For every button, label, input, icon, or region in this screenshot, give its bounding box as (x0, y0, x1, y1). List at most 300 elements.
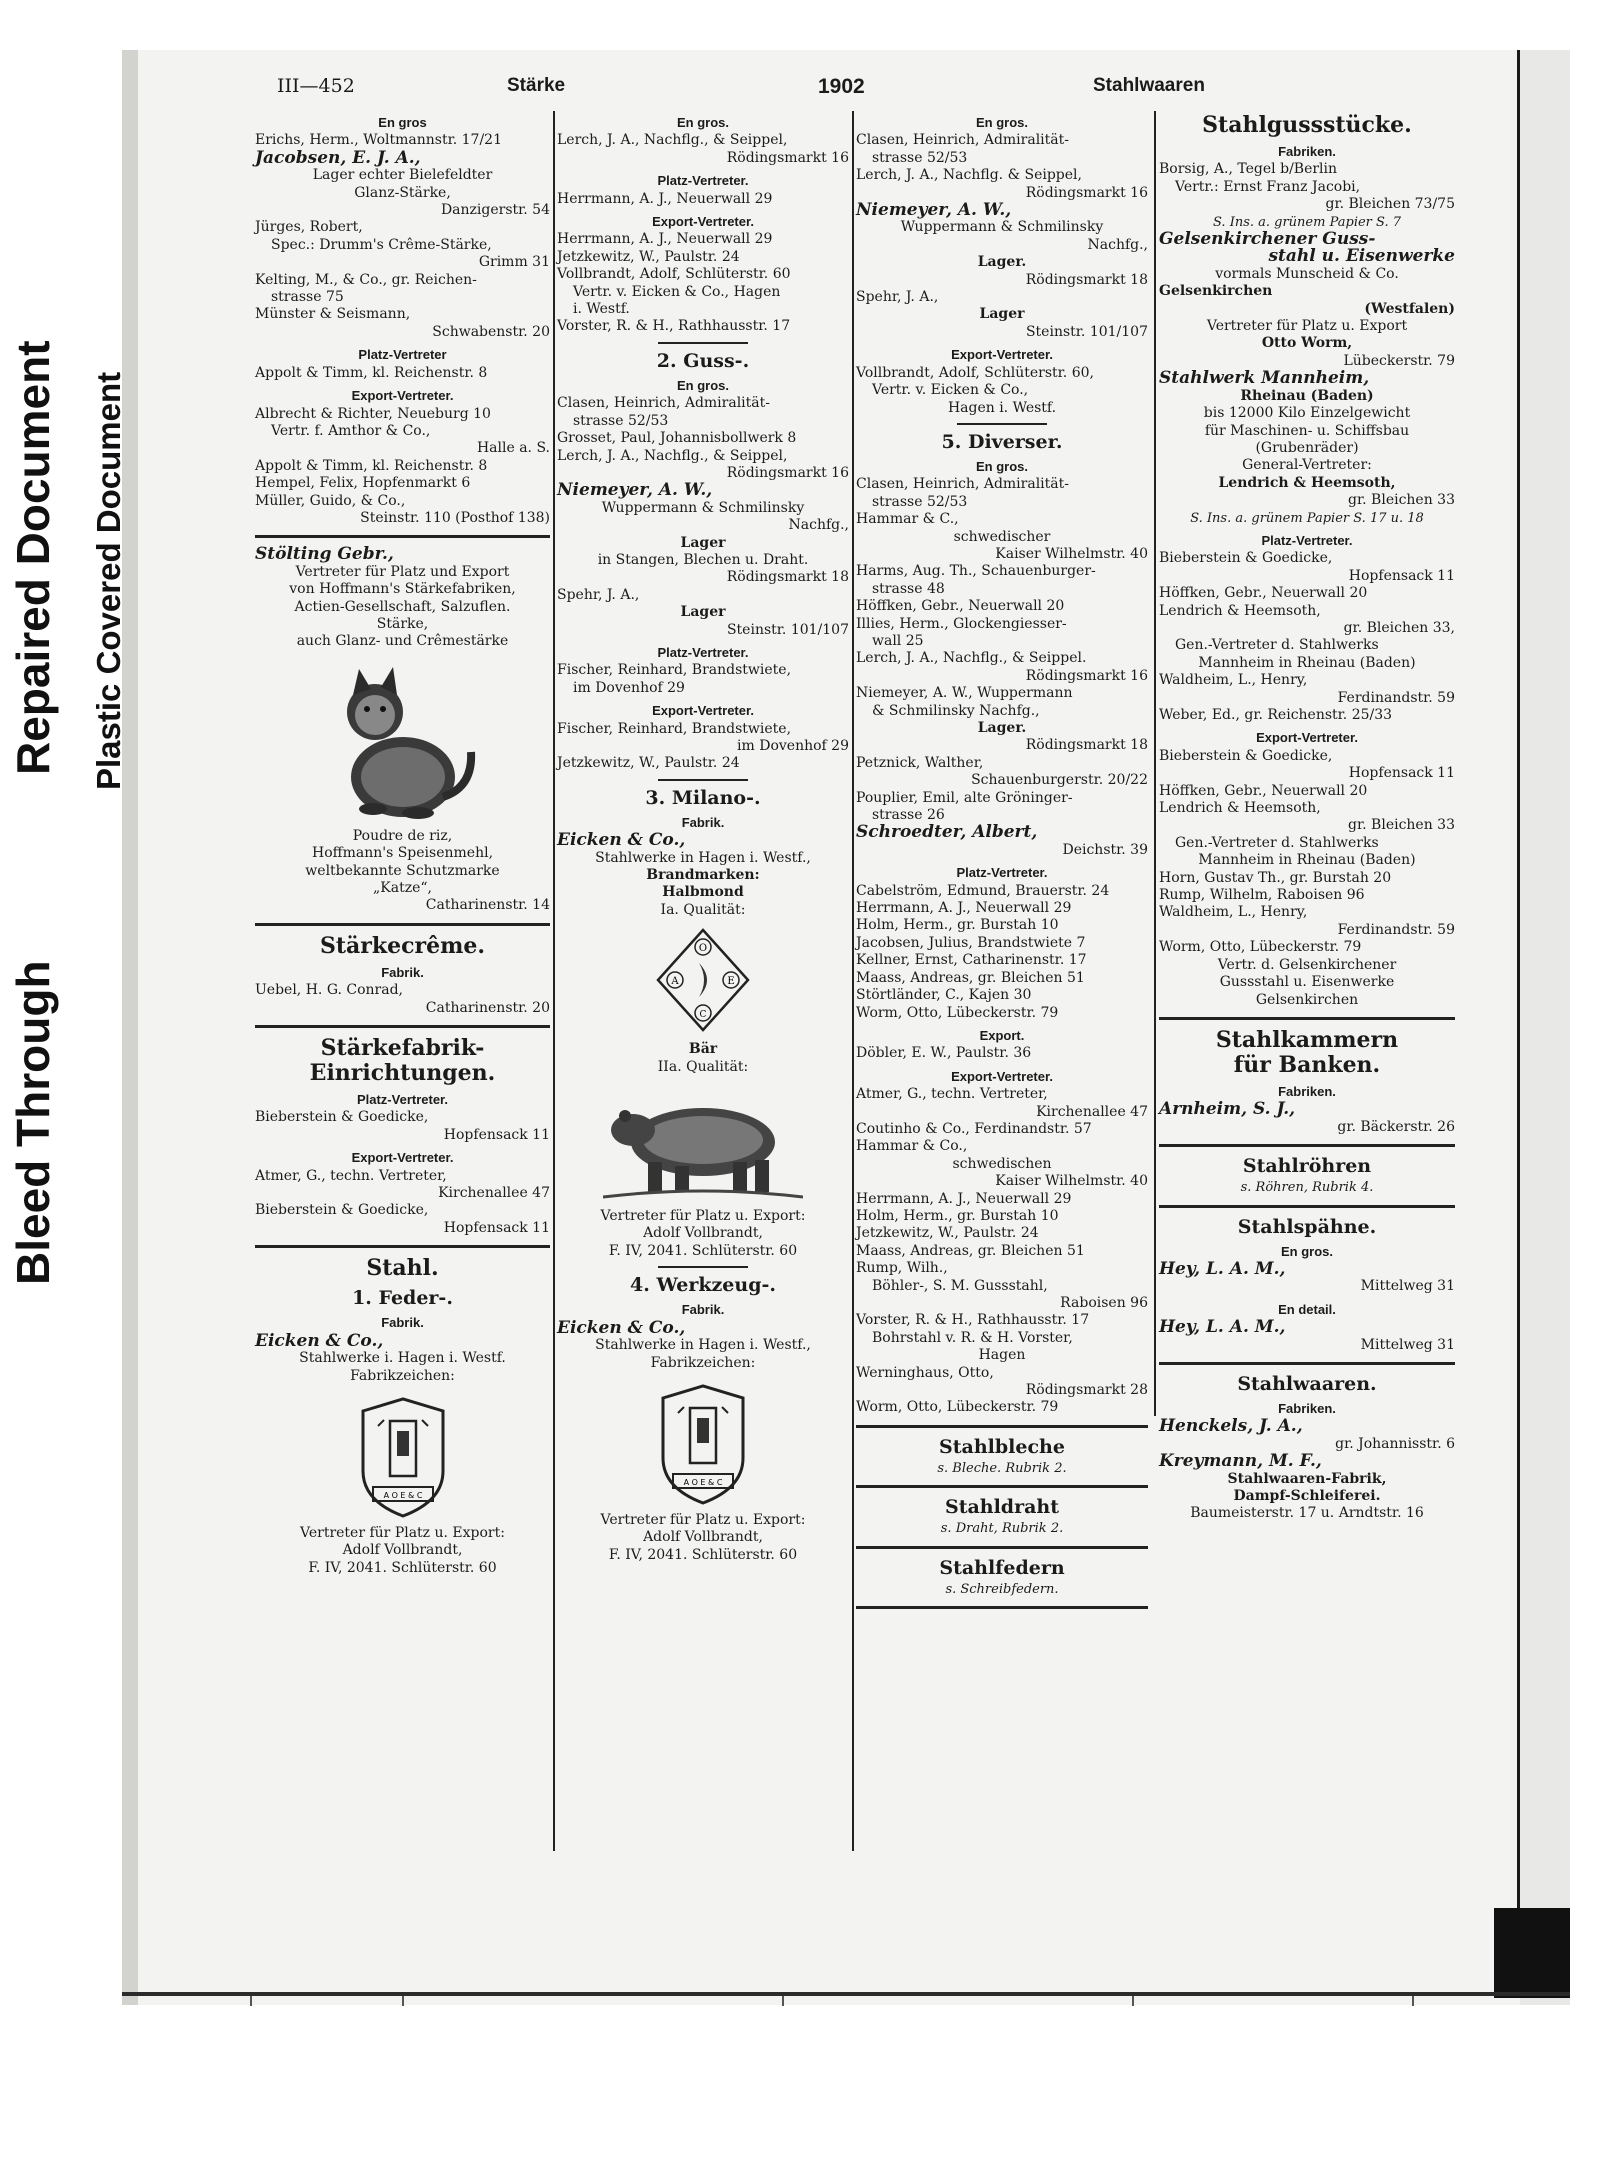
section-rule (255, 1025, 550, 1028)
section-subheading: Fabriken. (1278, 1400, 1336, 1416)
cross-reference: S. Ins. a. grünem Papier S. 7 (1212, 214, 1401, 230)
listing-line: Spec.: Drumm's Crême-Stärke, (271, 236, 492, 253)
listing-line: Lager. (977, 254, 1027, 271)
section-rule (1159, 1205, 1455, 1208)
listing-line: Hempel, Felix, Hopfenmarkt 6 (255, 475, 471, 492)
listing-line: Bieberstein & Goedicke, (255, 1202, 429, 1219)
listing-line: Waldheim, L., Henry, (1159, 672, 1308, 689)
listing-line: Hammar & Co., (856, 1138, 968, 1155)
listing-line: gr. Bleichen 33 (1348, 817, 1455, 834)
listing-line: Vertreter für Platz und Export (295, 563, 510, 580)
listing-line: Bär (688, 1041, 718, 1058)
listing-line: Stärke, (376, 615, 429, 632)
listing-line: Herrmann, A. J., Neuerwall 29 (557, 231, 773, 248)
listing-line: Bohrstahl v. R. & H. Vorster, (872, 1329, 1073, 1346)
listing-line: Mannheim in Rheinau (Baden) (1198, 852, 1416, 869)
header-left-keyword: Stärke (507, 75, 566, 96)
listing-line: Rump, Wilh., (856, 1260, 948, 1277)
listing-line: strasse 52/53 (573, 412, 669, 429)
listing-line: Glanz-Stärke, (354, 184, 451, 201)
company-name: Niemeyer, A. W., (856, 200, 1012, 221)
bear-trademark-image (603, 1082, 803, 1202)
section-rule (1159, 1017, 1455, 1020)
listing-line: Poudre de riz, (352, 827, 453, 844)
category-heading: Stahldraht (944, 1496, 1060, 1519)
listing-line: Actien-Gesellschaft, Salzuflen. (294, 598, 511, 615)
listing-line: Niemeyer, A. W., Wuppermann (856, 685, 1073, 702)
label-repaired-document: Repaired Document (7, 340, 59, 775)
company-name: Jacobsen, E. J. A., (255, 147, 421, 168)
listing-line: Pouplier, Emil, alte Gröninger- (856, 789, 1073, 806)
section-subheading: Export-Vertreter. (951, 1068, 1053, 1084)
category-heading: 2. Guss-. (656, 349, 750, 372)
section-rule (255, 923, 550, 926)
listing-line: Kaiser Wilhelmstr. 40 (995, 1173, 1148, 1190)
listing-line: Vertreter für Platz u. Export: (600, 1511, 806, 1528)
listing-line: Albrecht & Richter, Neueburg 10 (255, 405, 491, 422)
company-name: Hey, L. A. M., (1159, 1258, 1286, 1279)
company-name: Arnheim, S. J., (1159, 1099, 1296, 1120)
listing-line: im Dovenhof 29 (737, 738, 849, 754)
listing-line: Bieberstein & Goedicke, (255, 1109, 429, 1126)
listing-line: Erichs, Herm., Woltmannstr. 17/21 (255, 132, 502, 149)
listing-line: Rheinau (Baden) (1240, 387, 1374, 404)
listing-line: Steinstr. 101/107 (726, 621, 849, 638)
category-heading: Stahlfedern (939, 1556, 1065, 1579)
short-rule (658, 342, 748, 344)
header-right-keyword: Stahlwaaren (1093, 75, 1205, 96)
listing-line: Uebel, H. G. Conrad, (255, 982, 404, 999)
listing-line: Ferdinandstr. 59 (1337, 921, 1455, 938)
listing-line: Spehr, J. A., (856, 289, 939, 306)
section-rule (255, 535, 550, 538)
listing-line: Waldheim, L., Henry, (1159, 904, 1308, 921)
listing-line: Müller, Guido, & Co., (255, 492, 406, 509)
listing-line: Maass, Andreas, gr. Bleichen 51 (856, 969, 1085, 986)
section-subheading: Export. (979, 1027, 1025, 1043)
company-name: Hey, L. A. M., (1159, 1317, 1286, 1338)
listing-line: Hoffmann's Speisenmehl, (311, 845, 494, 862)
listing-line: Böhler-, S. M. Gussstahl, (872, 1277, 1048, 1294)
listing-line: Borsig, A., Tegel b/Berlin (1159, 161, 1338, 178)
company-name: Henckels, J. A., (1159, 1416, 1303, 1437)
listing-line: Lendrich & Heemsoth, (1159, 602, 1321, 619)
listing-line: Vertreter für Platz u. Export: (300, 1524, 505, 1541)
listing-line: Deichstr. 39 (1062, 841, 1148, 858)
listing-line: Schwabenstr. 20 (432, 323, 550, 340)
category-heading: Stahlröhren (1242, 1155, 1372, 1178)
listing-line: Lager (680, 534, 726, 551)
listing-line: Hopfensack 11 (443, 1219, 550, 1236)
section-subheading: En gros. (676, 377, 729, 393)
section-subheading: Fabrik. (381, 964, 424, 980)
listing-line: Nachfg., (1087, 236, 1148, 253)
listing-line: Lübeckerstr. 79 (1343, 352, 1455, 369)
column-divider (852, 111, 854, 1851)
listing-line: Clasen, Heinrich, Admiralität- (856, 132, 1069, 149)
cat-trademark-image (323, 657, 483, 822)
column-2 (557, 109, 849, 1564)
listing-line: Lerch, J. A., Nachflg. & Seippel, (856, 167, 1082, 184)
company-name: Eicken & Co., (255, 1330, 384, 1351)
section-subheading: Platz-Vertreter. (657, 173, 749, 189)
listing-line: Steinstr. 110 (Posthof 138) (360, 509, 550, 526)
column-divider (1154, 111, 1156, 1416)
section-rule (1159, 1144, 1455, 1147)
listing-line: Steinstr. 101/107 (1025, 323, 1148, 340)
listing-line: Rödingsmarkt 16 (1025, 184, 1148, 201)
section-rule (856, 1485, 1148, 1488)
listing-line: Kellner, Ernst, Catharinenstr. 17 (856, 952, 1087, 969)
listing-line: Cabelström, Edmund, Brauerstr. 24 (856, 882, 1110, 899)
listing-line: Adolf Vollbrandt, (643, 1529, 763, 1546)
listing-line: (Grubenräder) (1255, 439, 1359, 456)
running-header (255, 75, 1460, 109)
listing-line: Lager echter Bielefeldter (312, 167, 493, 184)
listing-line: Wuppermann & Schmilinsky (900, 219, 1104, 236)
listing-line: Hopfensack 11 (1348, 765, 1455, 782)
listing-line: Nachfg., (788, 517, 849, 534)
column-1 (255, 109, 550, 1577)
listing-line: Jetzkewitz, W., Paulstr. 24 (856, 1225, 1039, 1242)
listing-line: Gen.-Vertreter d. Stahlwerks (1175, 834, 1379, 851)
listing-line: Jürges, Robert, (255, 219, 363, 236)
listing-line: Vollbrandt, Adolf, Schlüterstr. 60, (856, 364, 1094, 381)
listing-line: Vertr. f. Amthor & Co., (271, 422, 431, 439)
column-divider (553, 111, 555, 1851)
listing-line: Appolt & Timm, kl. Reichenstr. 8 (255, 364, 488, 381)
section-rule (856, 1546, 1148, 1549)
listing-line: Jetzkewitz, W., Paulstr. 24 (557, 755, 740, 772)
listing-line: Clasen, Heinrich, Admiralität- (856, 476, 1069, 493)
listing-line: „Katze“, (373, 880, 432, 896)
section-rule (856, 1425, 1148, 1428)
listing-line: Schauenburgerstr. 20/22 (971, 772, 1148, 789)
listing-line: Stahlwerke in Hagen i. Westf., (595, 1337, 811, 1354)
listing-line: Rödingsmarkt 16 (726, 149, 849, 166)
listing-line: Jetzkewitz, W., Paulstr. 24 (557, 248, 740, 265)
listing-line: strasse 75 (271, 289, 344, 306)
listing-line: Coutinho & Co., Ferdinandstr. 57 (856, 1120, 1092, 1137)
listing-line: Hammar & C., (856, 511, 959, 528)
category-heading: 3. Milano-. (645, 786, 761, 809)
listing-line: Lager (979, 306, 1025, 323)
section-subheading: En gros. (676, 115, 729, 130)
page-number: III—452 (277, 75, 355, 97)
cross-reference: s. Röhren, Rubrik 4. (1240, 1180, 1374, 1196)
section-subheading: Platz-Vertreter. (356, 1092, 449, 1108)
listing-line: strasse 26 (872, 807, 945, 824)
listing-line: Rödingsmarkt 28 (1025, 1382, 1148, 1399)
listing-line: Illies, Herm., Glockengiesser- (856, 615, 1067, 632)
listing-line: Höffken, Gebr., Neuerwall 20 (1159, 782, 1368, 799)
category-heading: 5. Diverser. (941, 430, 1063, 453)
listing-line: Werninghaus, Otto, (856, 1364, 994, 1381)
section-rule (856, 1606, 1148, 1609)
cross-reference: s. Schreibfedern. (945, 1581, 1059, 1597)
section-subheading: Export-Vertreter. (351, 1150, 454, 1166)
category-heading: Stahlbleche (939, 1435, 1065, 1458)
company-name: Eicken & Co., (557, 830, 686, 851)
listing-line: Harms, Aug. Th., Schauenburger- (856, 563, 1096, 580)
listing-line: Bieberstein & Goedicke, (1159, 747, 1333, 764)
listing-line: Adolf Vollbrandt, (342, 1542, 463, 1559)
listing-line: Mittelweg 31 (1360, 1336, 1455, 1353)
listing-line: Catharinenstr. 20 (425, 999, 550, 1016)
listing-line: für Maschinen- u. Schiffsbau (1204, 422, 1410, 439)
category-heading: 1. Feder-. (352, 1287, 453, 1310)
listing-line: (Westfalen) (1364, 300, 1455, 317)
page-edge-strip (1520, 50, 1570, 2005)
listing-line: Atmer, G., techn. Vertreter, (255, 1167, 447, 1184)
scan-ruler-ticks (122, 1996, 1522, 2010)
listing-line: strasse 48 (872, 580, 945, 597)
listing-line: Hagen (978, 1347, 1026, 1364)
listing-line: Herrmann, A. J., Neuerwall 29 (557, 190, 773, 207)
listing-line: Horn, Gustav Th., gr. Burstah 20 (1159, 869, 1392, 886)
listing-line: weltbekannte Schutzmarke (305, 862, 500, 879)
listing-line: gr. Bleichen 33, (1343, 619, 1455, 636)
short-rule (957, 423, 1047, 425)
listing-line: Mittelweg 31 (1360, 1278, 1455, 1295)
listing-line: Ia. Qualität: (660, 901, 746, 918)
listing-line: Maass, Andreas, gr. Bleichen 51 (856, 1242, 1085, 1259)
section-subheading: Fabrik. (681, 814, 725, 830)
listing-line: Danzigerstr. 54 (440, 202, 550, 219)
listing-line: Rödingsmarkt 18 (726, 569, 849, 586)
listing-line: auch Glanz- und Crêmestärke (296, 633, 509, 650)
category-heading: 4. Werkzeug-. (630, 1274, 776, 1297)
listing-line: Vertr.: Ernst Franz Jacobi, (1175, 178, 1361, 195)
section-rule (1159, 1362, 1455, 1365)
section-subheading: Platz-Vertreter. (657, 644, 749, 660)
section-subheading: En detail. (1278, 1301, 1336, 1317)
company-name: Niemeyer, A. W., (557, 480, 713, 501)
listing-line: Grosset, Paul, Johannisbollwerk 8 (557, 430, 797, 447)
listing-line: & Schmilinsky Nachfg., (872, 702, 1040, 719)
listing-line: F. IV, 2041. Schlüterstr. 60 (608, 1242, 798, 1259)
section-subheading: En gros. (1280, 1243, 1333, 1259)
listing-line: Bieberstein & Goedicke, (1159, 550, 1333, 567)
listing-line: Weber, Ed., gr. Reichenstr. 25/33 (1159, 707, 1393, 723)
category-heading: Stahlwaaren. (1237, 1372, 1377, 1395)
listing-line: Hopfensack 11 (443, 1126, 550, 1143)
listing-line: Vertreter für Platz u. Export (1206, 318, 1408, 335)
listing-line: Vertreter für Platz u. Export: (600, 1208, 806, 1225)
listing-line: Stahlwerke in Hagen i. Westf., (595, 849, 811, 866)
listing-line: IIa. Qualität: (657, 1058, 749, 1075)
listing-line: Jacobsen, Julius, Brandstwiete 7 (856, 934, 1086, 951)
listing-line: Herrmann, A. J., Neuerwall 29 (856, 900, 1072, 917)
listing-line: Ferdinandstr. 59 (1337, 689, 1455, 706)
listing-line: Herrmann, A. J., Neuerwall 29 (856, 1190, 1072, 1207)
listing-line: Vertr. d. Gelsenkirchener (1217, 956, 1397, 973)
listing-line: Vollbrandt, Adolf, Schlüterstr. 60 (557, 266, 791, 283)
listing-line: Kirchenallee 47 (438, 1185, 550, 1202)
shield-trademark-image (648, 1378, 758, 1506)
column-4 (1159, 109, 1455, 1523)
listing-line: F. IV, 2041. Schlüterstr. 60 (308, 1559, 497, 1576)
section-subheading: En gros (378, 115, 427, 130)
listing-line: Hagen i. Westf. (947, 399, 1057, 416)
column-container (255, 109, 1460, 1859)
listing-line: Worm, Otto, Lübeckerstr. 79 (1159, 939, 1362, 956)
listing-line: Halle a. S. (476, 440, 550, 457)
listing-line: Rödingsmarkt 18 (1025, 737, 1148, 754)
listing-line: gr. Bäckerstr. 26 (1337, 1118, 1455, 1135)
section-subheading: En gros. (975, 115, 1028, 130)
listing-line: Holm, Herm., gr. Burstah 10 (856, 1207, 1059, 1224)
listing-line: Holm, Herm., gr. Burstah 10 (856, 917, 1059, 934)
listing-line: Rump, Wilhelm, Raboisen 96 (1159, 887, 1365, 904)
listing-line: bis 12000 Kilo Einzelgewicht (1203, 405, 1411, 422)
listing-line: Kirchenallee 47 (1036, 1103, 1148, 1120)
category-heading: Stahlkammern für Banken. (1215, 1026, 1399, 1078)
listing-line: Adolf Vollbrandt, (643, 1225, 763, 1242)
listing-line: Döbler, E. W., Paulstr. 36 (856, 1045, 1032, 1062)
cross-reference: s. Draht, Rubrik 2. (940, 1521, 1064, 1537)
listing-line: Störtländer, C., Kajen 30 (856, 987, 1032, 1004)
cross-reference: s. Bleche. Rubrik 2. (937, 1460, 1067, 1476)
listing-line: Worm, Otto, Lübeckerstr. 79 (856, 1004, 1059, 1021)
listing-line: Lerch, J. A., Nachflg., & Seippel, (557, 132, 788, 149)
listing-line: Mannheim in Rheinau (Baden) (1198, 654, 1416, 671)
company-name: Schroedter, Albert, (856, 822, 1038, 843)
listing-line: Wuppermann & Schmilinsky (601, 499, 805, 516)
listing-line: Rödingsmarkt 16 (1025, 667, 1148, 684)
short-rule (658, 1266, 748, 1268)
listing-line: schwedischer (953, 528, 1051, 545)
listing-line: Lerch, J. A., Nachflg., & Seippel. (856, 650, 1087, 667)
category-heading: Stahlspähne. (1237, 1215, 1377, 1238)
listing-line: Dampf-Schleiferei. (1233, 1488, 1381, 1504)
listing-line: Brandmarken: (646, 867, 760, 884)
listing-line: von Hoffmann's Stärkefabriken, (289, 581, 516, 598)
listing-line: Fischer, Reinhard, Brandstwiete, (557, 662, 792, 679)
listing-line: im Dovenhof 29 (573, 679, 685, 696)
listing-line: Raboisen 96 (1060, 1295, 1148, 1311)
listing-line: Kaiser Wilhelmstr. 40 (995, 545, 1148, 562)
listing-line: Rödingsmarkt 18 (1025, 271, 1148, 288)
category-heading: Stärkefabrik- Einrichtungen. (309, 1035, 496, 1087)
scan-artifact-block (1494, 1908, 1570, 1998)
listing-line: Höffken, Gebr., Neuerwall 20 (1159, 585, 1368, 602)
section-rule (255, 1245, 550, 1248)
company-name: Kreymann, M. F., (1159, 1451, 1322, 1472)
listing-line: Lager. (977, 720, 1027, 736)
directory-page (255, 75, 1460, 1597)
label-bleed-through: Bleed Through (7, 960, 59, 1285)
section-subheading: Export-Vertreter. (1256, 730, 1358, 746)
listing-line: Fischer, Reinhard, Brandstwiete, (557, 720, 792, 737)
section-subheading: Platz-Vertreter (358, 347, 447, 363)
section-subheading: Platz-Vertreter. (1261, 532, 1353, 548)
listing-line: gr. Bleichen 33 (1348, 492, 1455, 509)
overlay-labels (0, 280, 130, 1330)
listing-line: wall 25 (872, 632, 924, 649)
shield-trademark-image (348, 1391, 458, 1519)
section-subheading: Export-Vertreter. (951, 347, 1053, 363)
listing-line: gr. Bleichen 73/75 (1325, 196, 1455, 213)
listing-line: strasse 52/53 (872, 493, 968, 510)
listing-line: in Stangen, Blechen u. Draht. (597, 551, 809, 568)
listing-line: Lager (680, 604, 726, 621)
listing-line: gr. Johannisstr. 6 (1335, 1435, 1455, 1452)
listing-line: Lendrich & Heemsoth, (1159, 800, 1321, 817)
cross-reference: S. Ins. a. grünem Papier S. 17 u. 18 (1190, 510, 1424, 526)
header-year: 1902 (818, 75, 865, 98)
listing-line: vormals Munscheid & Co. (1215, 265, 1399, 282)
listing-line: Petznick, Walther, (856, 754, 984, 771)
listing-line: Münster & Seismann, (255, 306, 411, 323)
listing-line: strasse 52/53 (872, 149, 968, 166)
listing-line: Rödingsmarkt 16 (726, 464, 849, 481)
listing-line: Appolt & Timm, kl. Reichenstr. 8 (255, 457, 488, 474)
listing-line: Gelsenkirchen (1255, 991, 1359, 1008)
column-3 (856, 109, 1148, 1617)
diamond-trademark-image (653, 925, 753, 1035)
listing-line: Stahlwaaren-Fabrik, (1227, 1470, 1387, 1487)
company-name: Eicken & Co., (557, 1317, 686, 1338)
label-plastic-covered: Plastic Covered Document (90, 371, 127, 790)
listing-line: Vertr. v. Eicken & Co., Hagen (573, 283, 781, 300)
listing-line: Gen.-Vertreter d. Stahlwerks (1175, 637, 1379, 654)
listing-line: Baumeisterstr. 17 u. Arndtstr. 16 (1190, 1505, 1424, 1522)
listing-line: Clasen, Heinrich, Admiralität- (557, 395, 770, 412)
listing-line: Vertr. v. Eicken & Co., (872, 382, 1029, 399)
listing-line: Spehr, J. A., (557, 586, 640, 603)
listing-line: Vorster, R. & H., Rathhausstr. 17 (856, 1312, 1090, 1329)
listing-line: Worm, Otto, Lübeckerstr. 79 (856, 1399, 1059, 1416)
page-edge-line (1517, 50, 1520, 1995)
listing-line: Vorster, R. & H., Rathhausstr. 17 (557, 318, 791, 335)
listing-line: General-Vertreter: (1242, 457, 1372, 474)
listing-line: Lendrich & Heemsoth, (1218, 474, 1396, 491)
category-heading: Stahlgussstücke. (1202, 112, 1412, 138)
company-name: Gelsenkirchener Guss- (1159, 229, 1376, 250)
category-heading: Stahl. (366, 1255, 439, 1282)
section-subheading: Export-Vertreter. (652, 214, 754, 230)
section-subheading: Fabrik. (381, 1315, 424, 1331)
section-subheading: Fabrik. (681, 1302, 725, 1318)
listing-line: F. IV, 2041. Schlüterstr. 60 (608, 1546, 798, 1563)
listing-line: Gussstahl u. Eisenwerke (1219, 974, 1395, 991)
listing-line: Gelsenkirchen (1159, 283, 1273, 300)
listing-line: Lerch, J. A., Nachflg., & Seippel, (557, 447, 788, 464)
company-name: Stölting Gebr., (255, 544, 394, 565)
listing-line: Hopfensack 11 (1348, 567, 1455, 584)
category-heading: Stärkecrême. (319, 932, 486, 959)
short-rule (658, 779, 748, 781)
listing-line: Catharinenstr. 14 (425, 897, 550, 914)
listing-line: Stahlwerke i. Hagen i. Westf. (299, 1350, 506, 1367)
section-subheading: En gros. (975, 458, 1028, 474)
company-name: stahl u. Eisenwerke (1268, 246, 1455, 267)
listing-line: Höffken, Gebr., Neuerwall 20 (856, 598, 1065, 615)
company-name: Stahlwerk Mannheim, (1159, 368, 1370, 389)
listing-line: Grimm 31 (478, 254, 550, 271)
listing-line: schwedischen (952, 1155, 1052, 1172)
listing-line: Kelting, M., & Co., gr. Reichen- (255, 271, 477, 288)
listing-line: Atmer, G., techn. Vertreter, (856, 1086, 1048, 1103)
listing-line: Fabrikzeichen: (350, 1367, 455, 1384)
section-subheading: Export-Vertreter. (351, 388, 454, 404)
listing-line: Fabrikzeichen: (650, 1354, 756, 1371)
section-subheading: Fabriken. (1278, 144, 1336, 159)
listing-line: Otto Worm, (1261, 335, 1353, 352)
section-subheading: Platz-Vertreter. (956, 865, 1048, 881)
listing-line: Halbmond (662, 884, 744, 901)
